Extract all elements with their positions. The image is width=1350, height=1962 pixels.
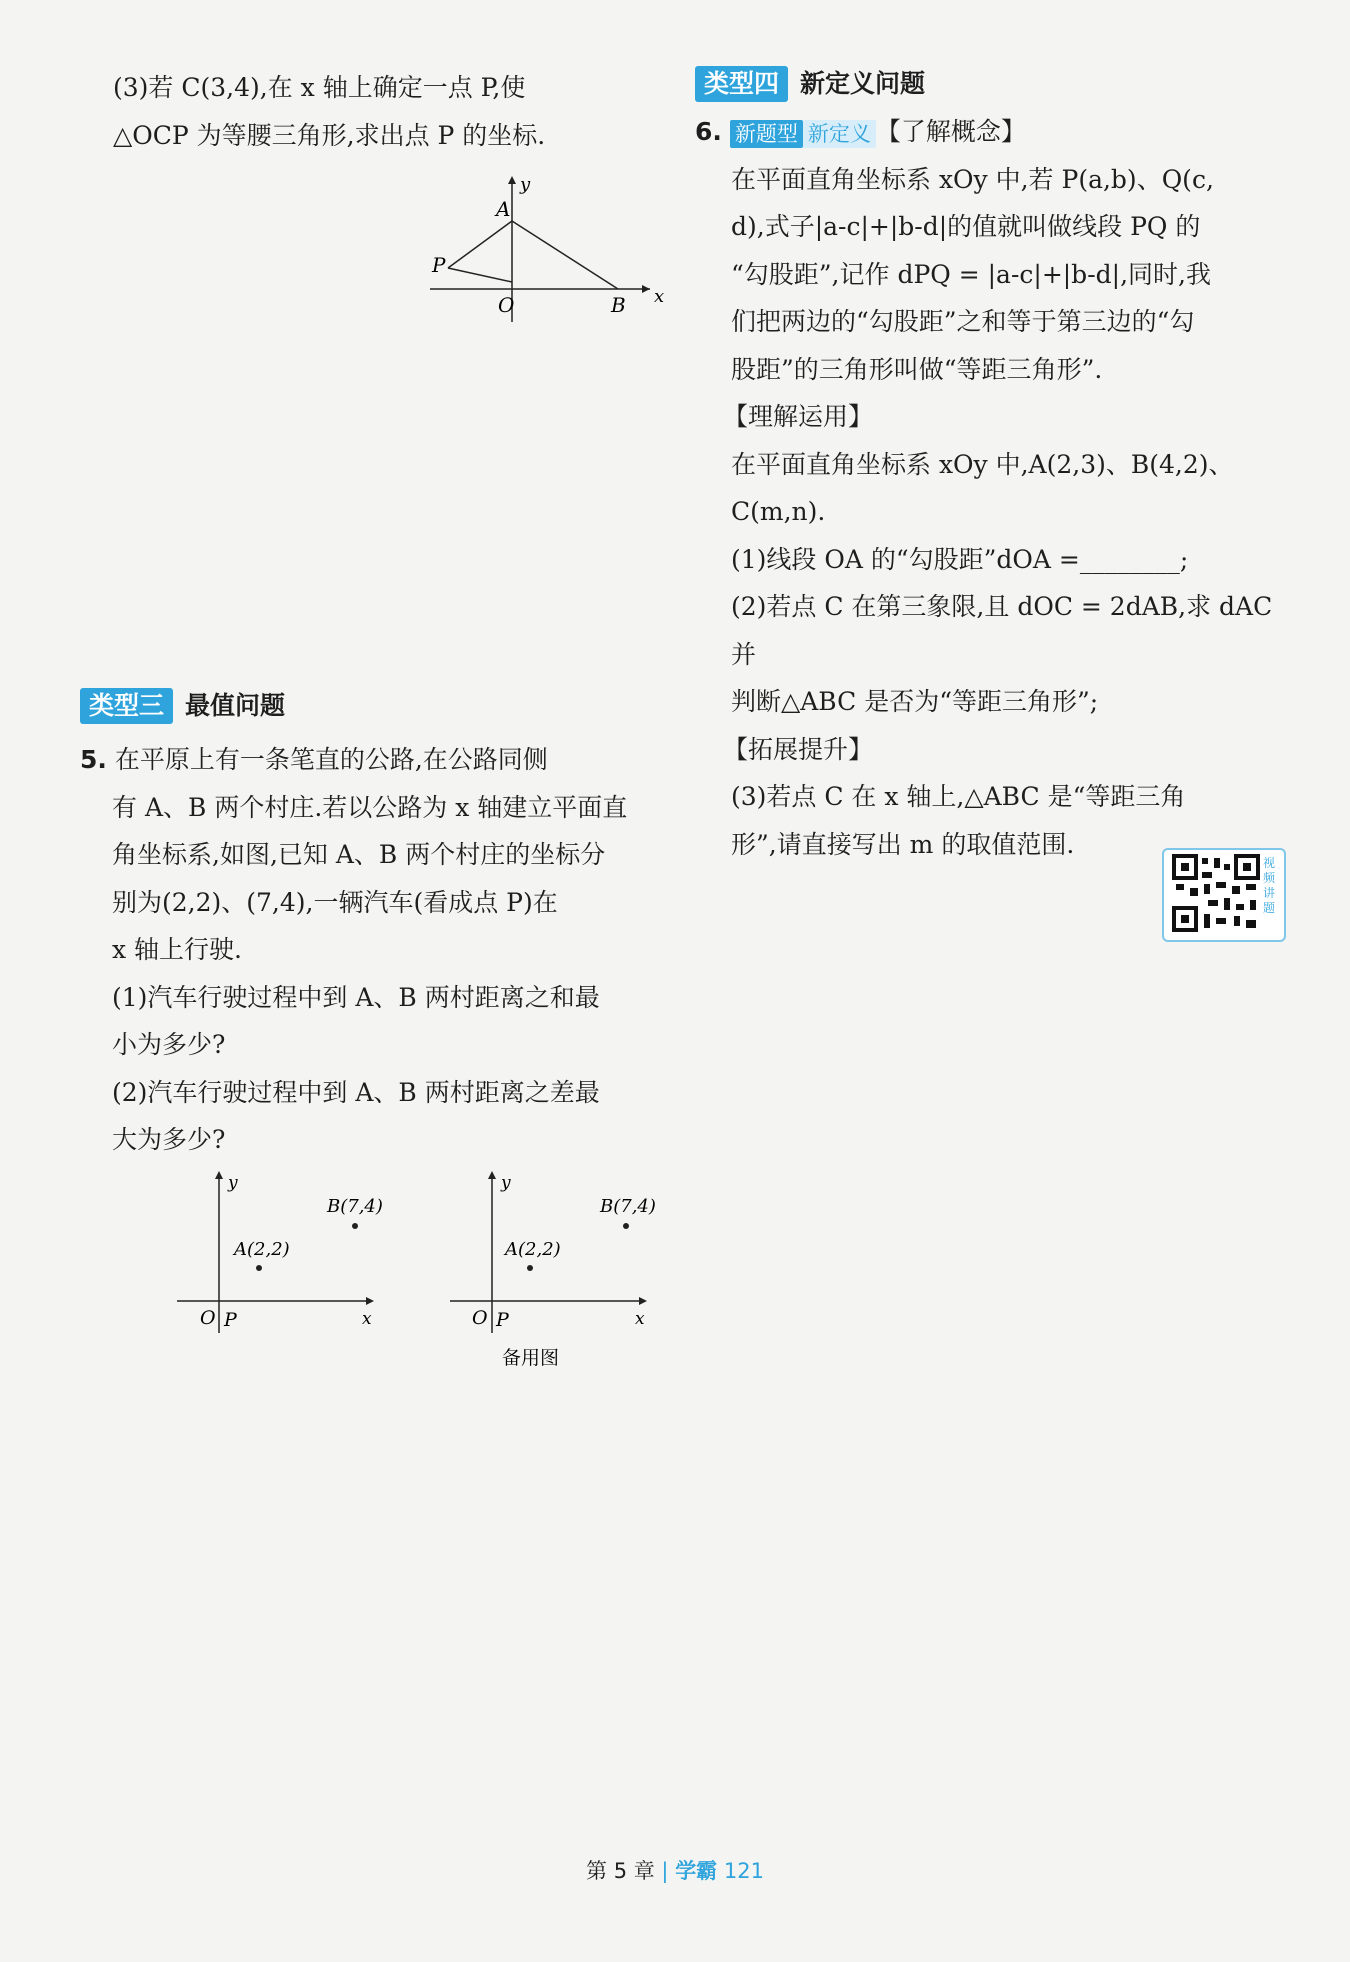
fig3-point-a: [527, 1265, 533, 1271]
q6-part3-line-1: (3)若点 C 在 x 轴上,△ABC 是“等距三角: [731, 782, 1186, 811]
fig3-p-label: P: [496, 1309, 509, 1331]
brand-label: 学霸: [675, 1859, 718, 1883]
page-footer: [0, 1855, 1350, 1885]
segment-ab: [512, 221, 618, 289]
fig1-a-label: A: [496, 197, 511, 221]
q6-part1: (1)线段 OA 的“勾股距”dOA =________;: [731, 544, 1189, 574]
q6-part2-line-1: (2)若点 C 在第三象限,且 dOC = 2dAB,求 dAC并: [731, 592, 1273, 669]
concept-line-3: “勾股距”,记作 dPQ = |a-c|+|b-d|,同时,我: [731, 259, 1211, 289]
figure-coordinates: [172, 1168, 392, 1338]
fig2-y-label: y: [228, 1173, 238, 1193]
figure-triangle: [420, 172, 670, 322]
concept-line-4: 们把两边的“勾股距”之和等于第三边的“勾: [731, 307, 1195, 336]
fig1-b-label: B: [611, 293, 626, 317]
right-column: [695, 64, 1285, 868]
fig2-point-b: [352, 1223, 358, 1229]
apply-line-2: C(m,n).: [731, 497, 826, 526]
new-type-badge: 新题型: [730, 120, 803, 148]
fig1-y-label: y: [520, 174, 531, 195]
fig2-a-label: A(2,2): [234, 1239, 290, 1260]
fig3-x-label: x: [635, 1309, 645, 1329]
fig3-caption: 备用图: [502, 1347, 560, 1368]
q5-part1-line-1: (1)汽车行驶过程中到 A、B 两村距离之和最: [112, 982, 600, 1012]
q6-part3-line-2: 形”,请直接写出 m 的取值范围.: [731, 829, 1075, 859]
concept-line-2: d),式子|a-c|+|b-d|的值就叫做线段 PQ 的: [731, 212, 1201, 241]
q3-line-1: (3)若 C(3,4),在 x 轴上确定一点 P,使: [113, 73, 526, 102]
q5-number: 5.: [80, 745, 107, 774]
qr-pattern-icon: [1172, 854, 1262, 934]
q5-line-2: 有 A、B 两个村庄.若以公路为 x 轴建立平面直: [112, 792, 628, 822]
fig3-point-b: [623, 1223, 629, 1229]
q5-line-3: 角坐标系,如图,已知 A、B 两个村庄的坐标分: [112, 840, 606, 869]
qr-label: 视频讲题: [1263, 856, 1276, 915]
section-4-tag: 类型四: [695, 66, 788, 102]
fig1-x-label: x: [654, 286, 665, 307]
q3-line-2: △OCP 为等腰三角形,求出点 P 的坐标.: [113, 120, 546, 150]
fig2-x-label: x: [362, 1309, 372, 1329]
q5-part1-line-2: 小为多少?: [112, 1030, 226, 1059]
concept-line-5: 股距”的三角形叫做“等距三角形”.: [731, 354, 1103, 384]
q5-part2-line-2: 大为多少?: [112, 1125, 226, 1154]
question-5: [80, 736, 670, 1164]
apply-line-1: 在平面直角坐标系 xOy 中,A(2,3)、B(4,2)、: [731, 449, 1234, 479]
extend-heading: 【拓展提升】: [723, 734, 874, 764]
q5-part2-line-1: (2)汽车行驶过程中到 A、B 两村距离之差最: [112, 1077, 600, 1107]
fig3-a-label: A(2,2): [505, 1239, 561, 1260]
page-number: 121: [723, 1859, 764, 1883]
fig3-o-label: O: [472, 1307, 488, 1329]
new-definition-badge: 新定义: [803, 120, 876, 148]
concept-heading: 【了解概念】: [875, 117, 1026, 146]
q6-number: 6.: [695, 117, 722, 146]
q6-part2-line-2: 判断△ABC 是否为“等距三角形”;: [731, 687, 1099, 716]
section-3: [80, 680, 670, 1164]
fig2-point-a: [256, 1265, 262, 1271]
fig1-o-label: O: [498, 293, 515, 317]
q5-line-1: 在平原上有一条笔直的公路,在公路同侧: [114, 745, 548, 774]
figure-spare: [445, 1168, 665, 1368]
fig1-p-label: P: [432, 253, 446, 277]
q5-line-5: x 轴上行驶.: [112, 935, 242, 964]
fig2-b-label: B(7,4): [327, 1196, 383, 1217]
segment-pc: [448, 268, 512, 282]
q5-line-4: 别为(2,2)、(7,4),一辆汽车(看成点 P)在: [112, 887, 558, 917]
segment-ap: [448, 221, 512, 268]
fig2-p-label: P: [224, 1309, 237, 1331]
fig3-b-label: B(7,4): [600, 1196, 656, 1217]
concept-line-1: 在平面直角坐标系 xOy 中,若 P(a,b)、Q(c,: [731, 164, 1214, 194]
left-column: [108, 64, 663, 159]
apply-heading: 【理解运用】: [723, 402, 874, 431]
footer-divider: |: [661, 1859, 669, 1883]
section-4-title: 新定义问题: [800, 69, 926, 99]
section-3-tag: 类型三: [80, 688, 173, 724]
fig2-o-label: O: [200, 1307, 216, 1329]
chapter-label: 第 5 章: [586, 1859, 655, 1883]
section-3-title: 最值问题: [185, 691, 286, 721]
fig3-y-label: y: [501, 1173, 511, 1193]
